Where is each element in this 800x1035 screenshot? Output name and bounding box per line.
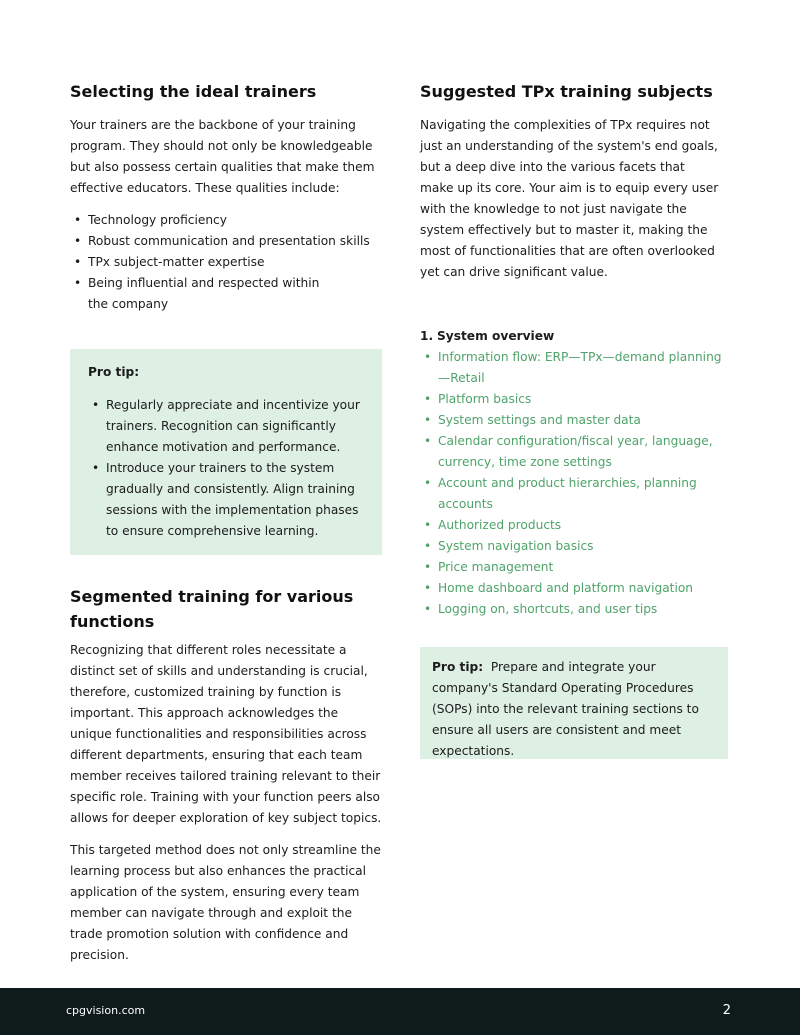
- pro-tip-label: Pro tip:: [88, 365, 140, 379]
- pro-tip-list: [88, 395, 364, 542]
- list-item: • TPx subject-matter expertise: [70, 252, 370, 273]
- list-item: • Introduce your trainers to the system gradually and consistently. Align training sessions with the implementation phases to ensure comprehensive learning.: [88, 458, 364, 542]
- section-number: 1.: [420, 329, 434, 343]
- list-item: • Regularly appreciate and incentivize your trainers. Recognition can significantly enhance motivation and performance.: [88, 395, 364, 458]
- list-item: • Account and product hierarchies, planning accounts: [420, 473, 730, 515]
- subjects-heading: Suggested TPx training subjects: [420, 82, 713, 101]
- pro-tip-text: [432, 657, 716, 762]
- list-item: • System settings and master data: [420, 410, 730, 431]
- list-item: • Being influential and respected within the company: [70, 273, 338, 315]
- trainers-intro: Your trainers are the backbone of your training program. They should not only be knowledgeable but also possess certain qualities that make them effective educators. These qualities include:: [70, 118, 375, 195]
- list-item: • Technology proficiency: [70, 210, 370, 231]
- system-overview-section: [420, 326, 730, 620]
- system-overview-title: [420, 326, 730, 347]
- segmented-para-1: Recognizing that different roles necessitate a distinct set of skills and understanding is crucial, therefore, customized training by function is important. This approach acknowledges the unique functionalities and responsibilities across different departments, ensuring that each team member receives tailored training relevant to their specific role. Training with your function peers also allows for deeper exploration of key subject topics.: [70, 643, 382, 825]
- segmented-heading: Segmented training for various functions: [70, 587, 354, 631]
- footer: [0, 988, 800, 1035]
- pro-tip-body: Prepare and integrate your company's Standard Operating Procedures (SOPs) into the relevant training sections to ensure all users are consistent and meet expectations.: [432, 660, 699, 758]
- pro-tip-label: Pro tip:: [432, 660, 484, 674]
- list-item: • Robust communication and presentation skills: [70, 231, 370, 252]
- list-item: • Authorized products: [420, 515, 730, 536]
- pro-tip-box: [420, 647, 728, 759]
- list-item: • Platform basics: [420, 389, 730, 410]
- list-item: • System navigation basics: [420, 536, 730, 557]
- list-item: • Logging on, shortcuts, and user tips: [420, 599, 730, 620]
- subjects-intro: Navigating the complexities of TPx requires not just an understanding of the system's end goals, but a deep dive into the various facets that make up its core. Your aim is to equip every user with the knowledge to not just navigate the system effectively but to master it, making the most of functionalities that are often overlooked yet can drive significant value.: [420, 118, 719, 279]
- list-item: • Price management: [420, 557, 730, 578]
- list-item: • Calendar configuration/fiscal year, language, currency, time zone settings: [420, 431, 730, 473]
- pro-tip-box: [70, 349, 382, 555]
- footer-site[interactable]: cpgvision.com: [66, 1004, 146, 1017]
- trainer-qualities-list: [70, 210, 370, 315]
- page-number: 2: [722, 1003, 731, 1018]
- segmented-para-2: This targeted method does not only streamline the learning process but also enhances the practical application of the system, ensuring every team member can navigate through and exploit the trade promotion solution with confidence and precision.: [70, 843, 381, 962]
- section-title: System overview: [437, 329, 555, 343]
- system-overview-list: [420, 347, 730, 620]
- trainers-heading: Selecting the ideal trainers: [70, 82, 317, 101]
- list-item: • Information flow: ERP—TPx—demand planning—Retail: [420, 347, 730, 389]
- list-item: • Home dashboard and platform navigation: [420, 578, 730, 599]
